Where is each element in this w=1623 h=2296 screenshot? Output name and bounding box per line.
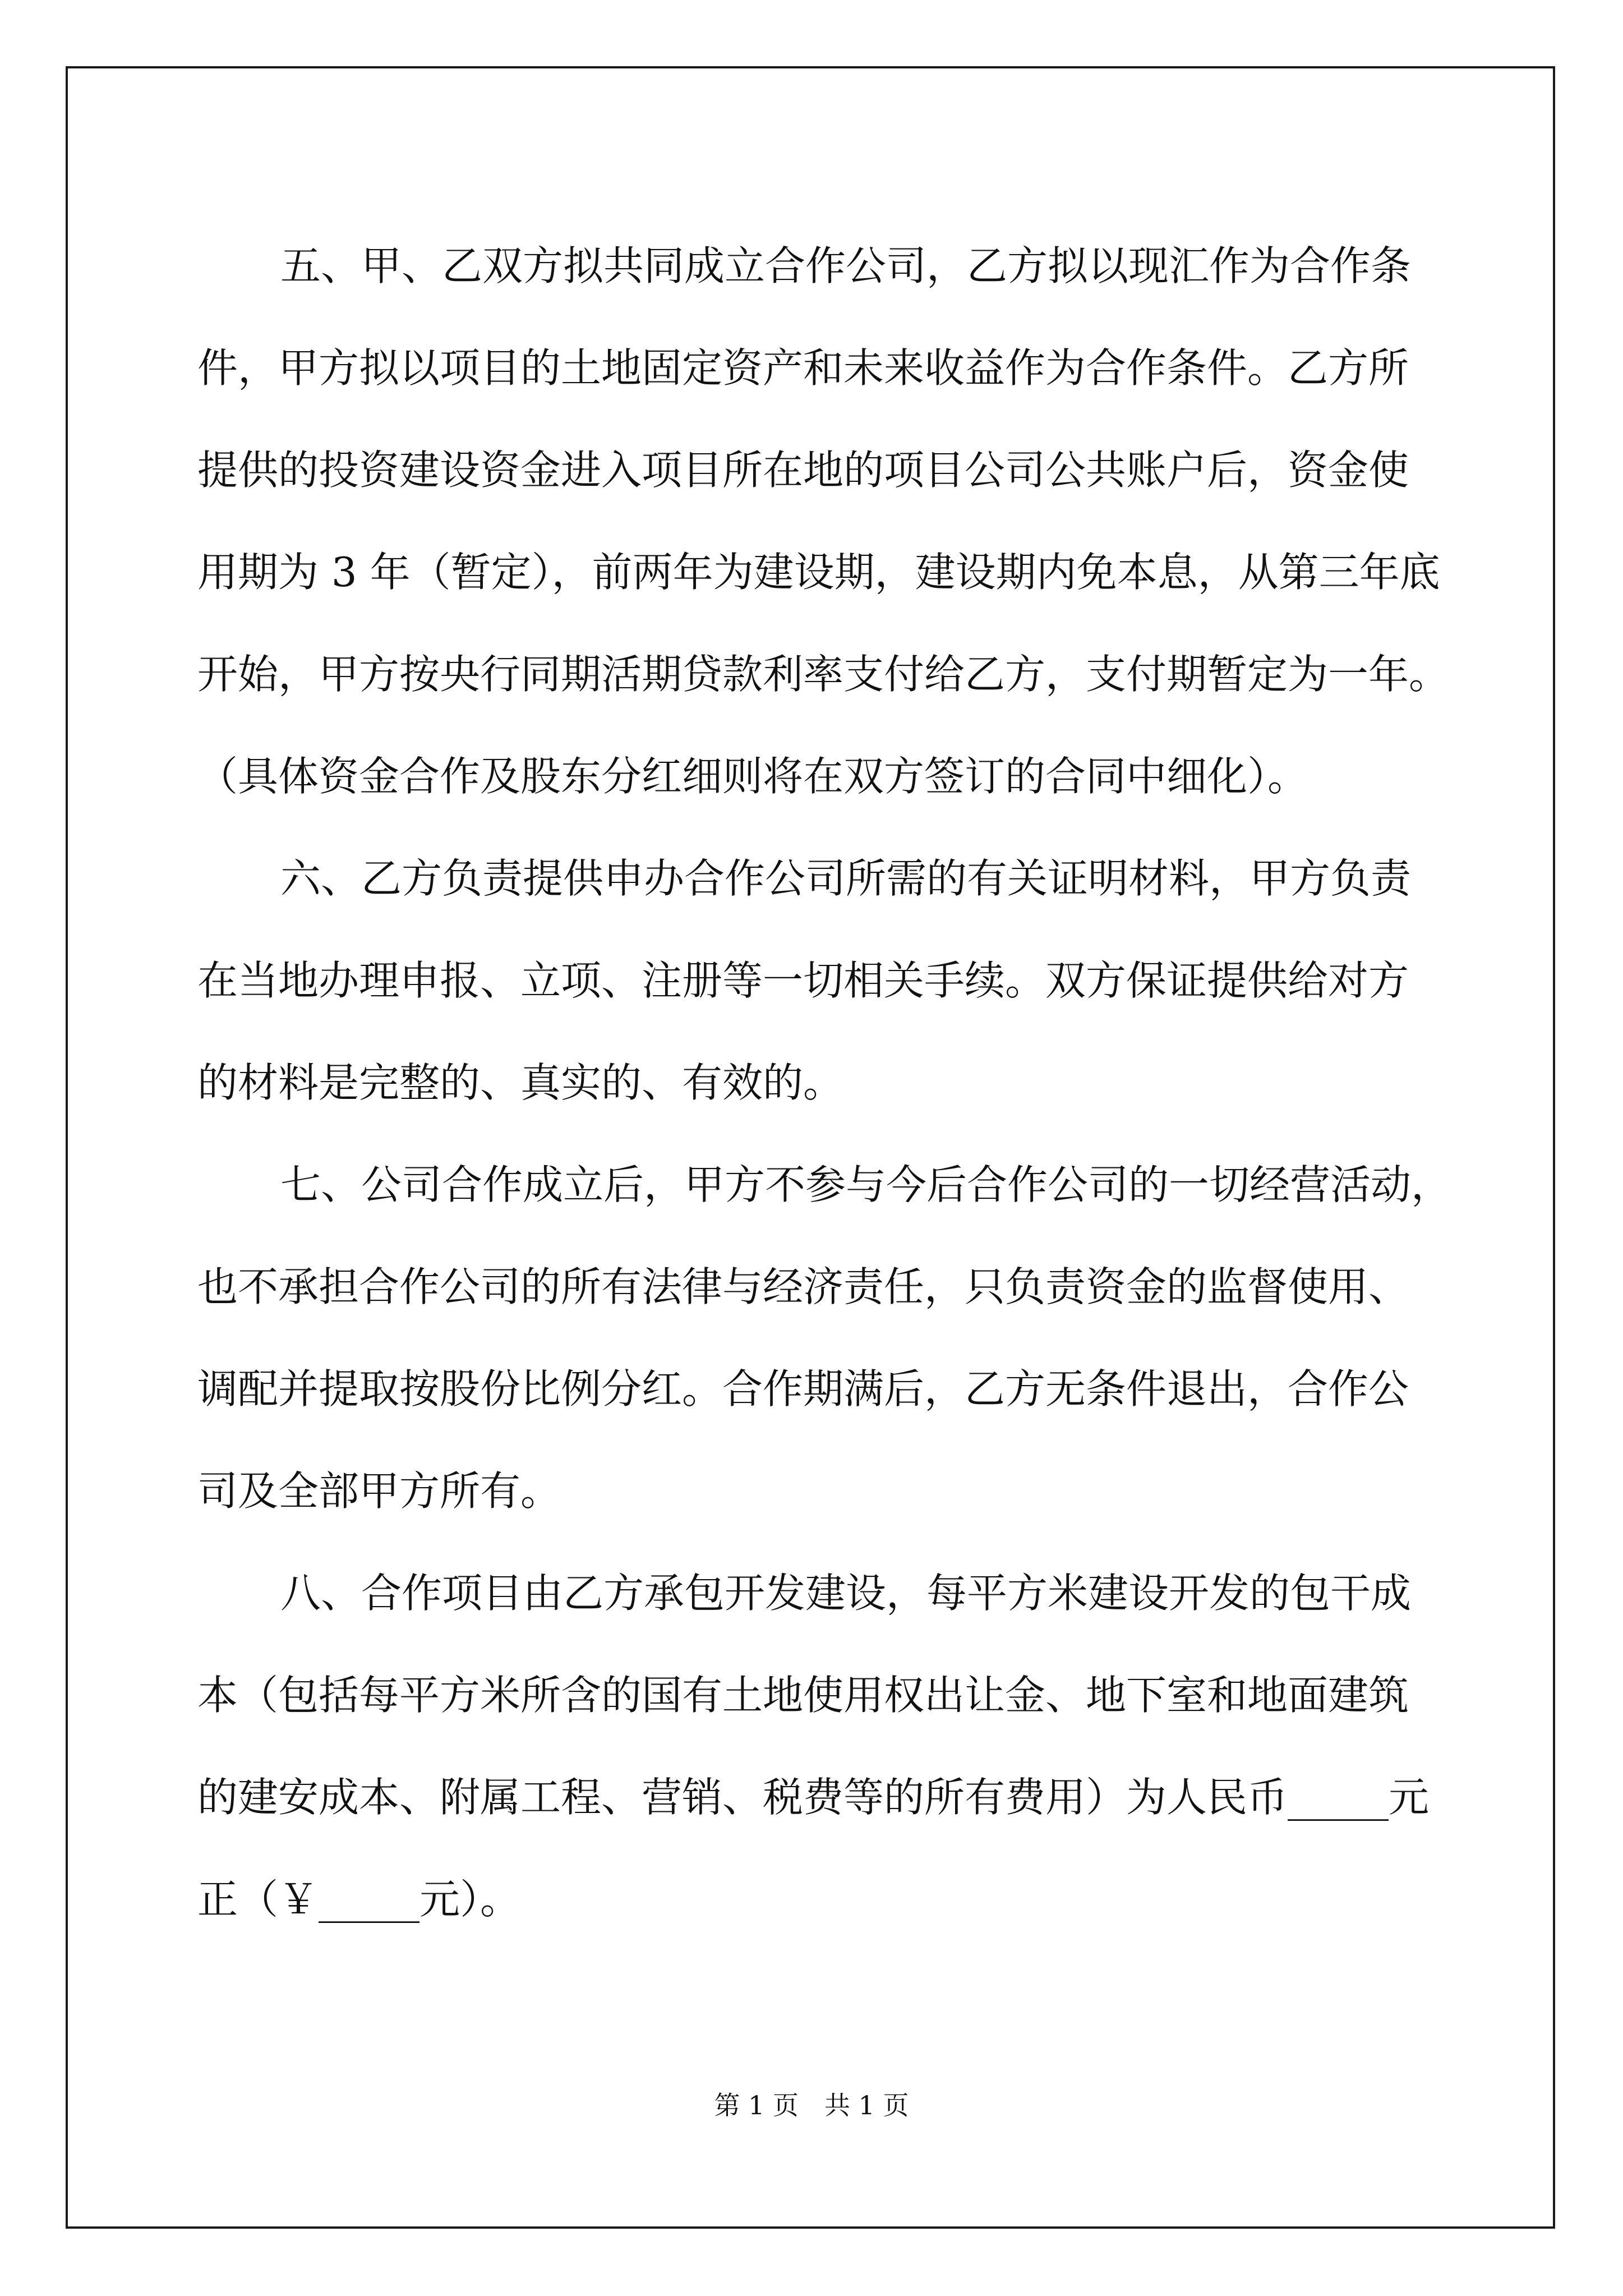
text-line: 调配并提取按股份比例分红。合作期满后，乙方无条件退出，合作公 [197, 1365, 1409, 1412]
text-line: 七、公司合作成立后，甲方不参与今后合作公司的一切经营活动， [280, 1161, 1452, 1208]
text-line: 也不承担合作公司的所有法律与经济责任，只负责资金的监督使用、 [197, 1263, 1409, 1310]
text-line: 的建安成本、附属工程、营销、税费等的所有费用）为人民币_____元 [197, 1774, 1430, 1821]
text-line: 的材料是完整的、真实的、有效的。 [197, 1059, 844, 1106]
text-line: 本（包括每平方米所含的国有土地使用权出让金、地下室和地面建筑 [197, 1672, 1409, 1719]
text-line: 司及全部甲方所有。 [197, 1467, 561, 1515]
text-line: 提供的投资建设资金进入项目所在地的项目公司公共账户后，资金使 [197, 447, 1409, 494]
text-line: 八、合作项目由乙方承包开发建设，每平方米建设开发的包干成 [280, 1570, 1412, 1617]
text-line: 在当地办理申报、立项、注册等一切相关手续。双方保证提供给对方 [197, 957, 1409, 1004]
page-number-footer: 第 1 页 共 1 页 [714, 2090, 909, 2120]
document-body [197, 215, 1452, 1950]
text-line: 六、乙方负责提供申办合作公司所需的有关证明材料，甲方负责 [280, 855, 1412, 902]
text-line: 件，甲方拟以项目的土地固定资产和未来收益作为合作条件。乙方所 [197, 344, 1409, 392]
text-line: 开始，甲方按央行同期活期贷款利率支付给乙方，支付期暂定为一年。 [197, 651, 1450, 698]
text-line: 用期为 3 年（暂定），前两年为建设期，建设期内免本息，从第三年底 [197, 549, 1440, 596]
text-line: （具体资金合作及股东分红细则将在双方签订的合同中细化）。 [197, 753, 1308, 800]
text-line: 正（￥_____元）。 [197, 1876, 521, 1923]
text-line: 五、甲、乙双方拟共同成立合作公司，乙方拟以现汇作为合作条 [280, 242, 1412, 289]
